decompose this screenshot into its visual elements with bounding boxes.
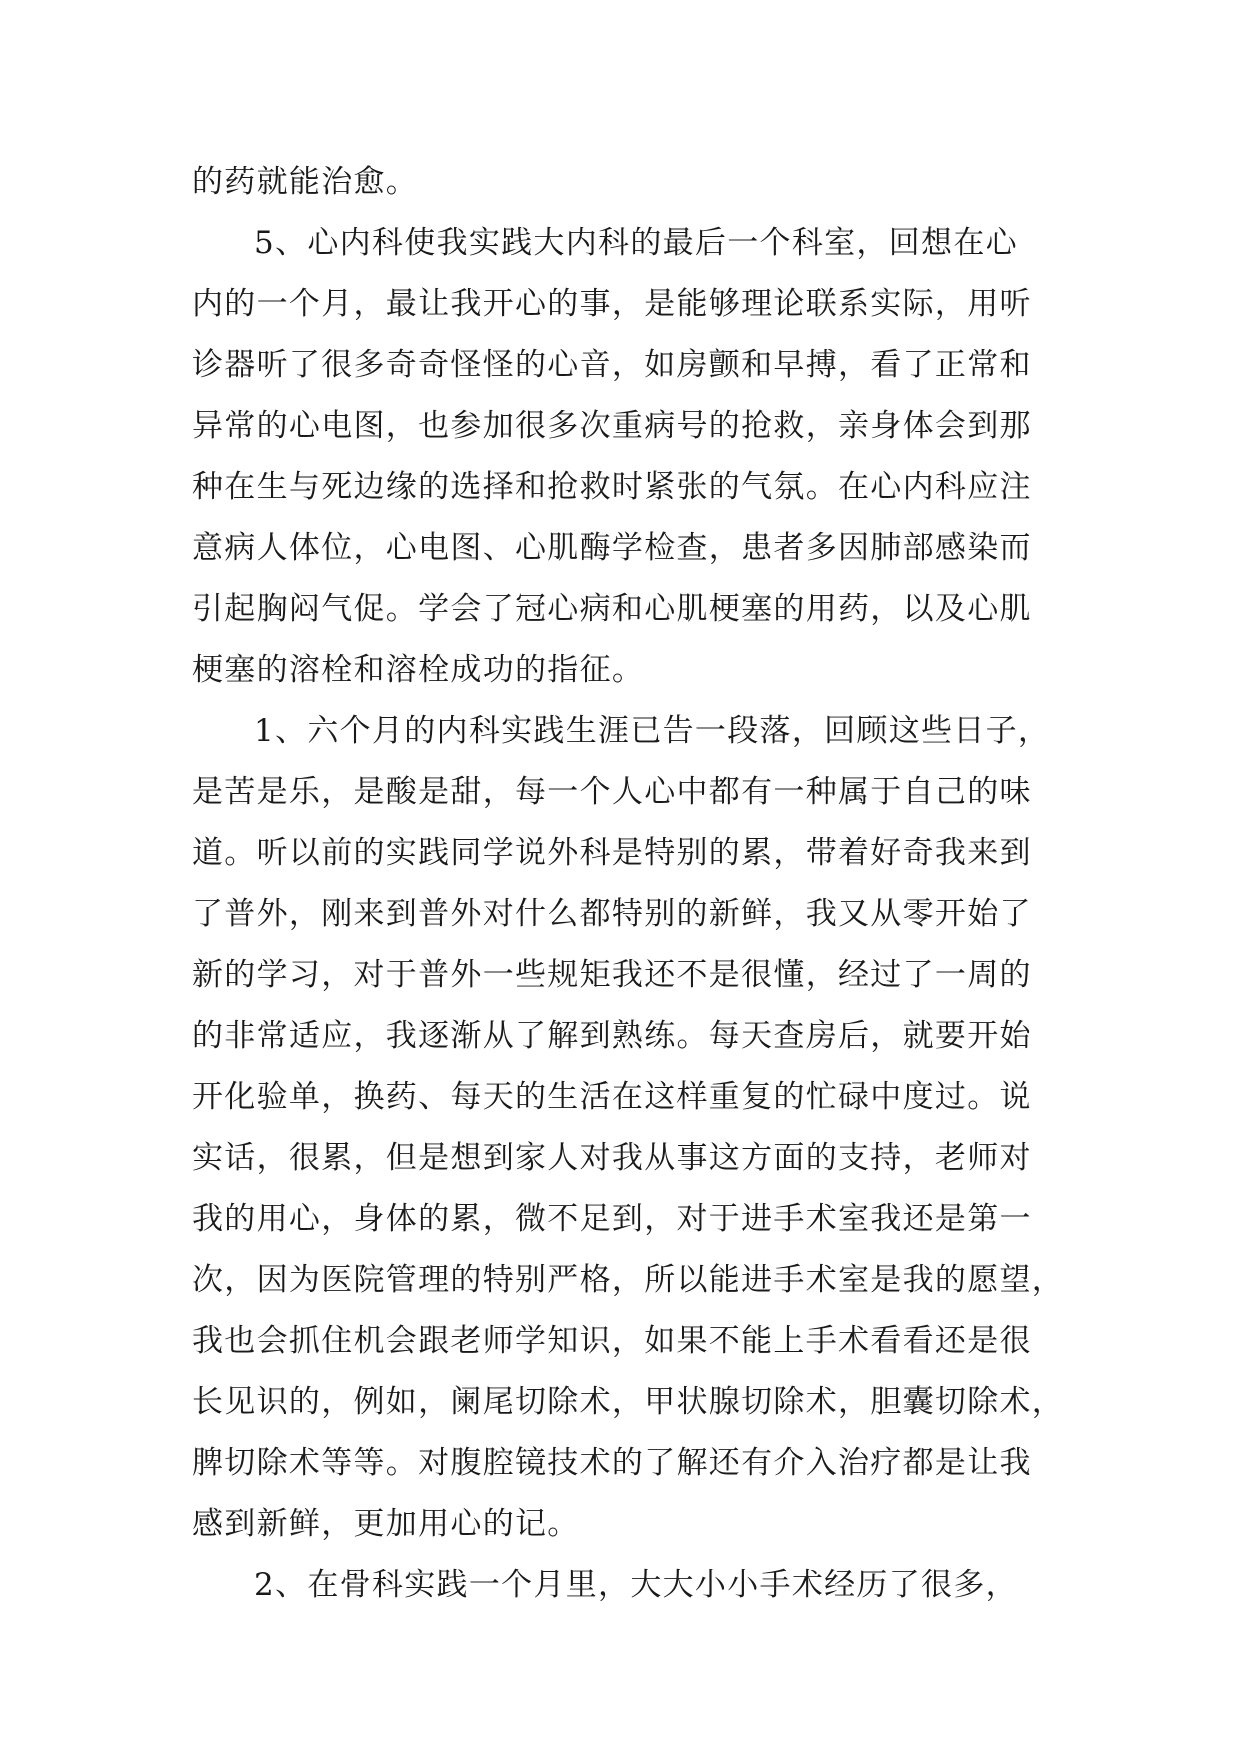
text-line: 新的学习，对于普外一些规矩我还不是很懂，经过了一周的 [192, 957, 1032, 993]
text-line: 2、在骨科实践一个月里，大大小小手术经历了很多， [254, 1567, 1018, 1603]
text-line: 种在生与死边缘的选择和抢救时紧张的气氛。在心内科应注 [192, 469, 1032, 505]
text-line: 5、心内科使我实践大内科的最后一个科室，回想在心 [254, 225, 1018, 261]
paragraph-2 [192, 213, 1062, 701]
paragraph-3 [192, 701, 1065, 1555]
text-line: 道。听以前的实践同学说外科是特别的累，带着好奇我来到 [192, 835, 1032, 871]
text-line: 1、六个月的内科实践生涯已告一段落，回顾这些日子， [254, 713, 1051, 749]
text-line: 脾切除术等等。对腹腔镜技术的了解还有介入治疗都是让我 [192, 1445, 1032, 1481]
paragraph-4 [192, 1555, 1062, 1616]
text-line: 梗塞的溶栓和溶栓成功的指征。 [192, 652, 645, 688]
text-line: 的非常适应，我逐渐从了解到熟练。每天查房后，就要开始 [192, 1018, 1032, 1054]
document-page [192, 152, 1065, 1616]
text-line: 感到新鲜，更加用心的记。 [192, 1506, 580, 1542]
text-line: 我也会抓住机会跟老师学知识，如果不能上手术看看还是很 [192, 1323, 1032, 1359]
text-line: 引起胸闷气促。学会了冠心病和心肌梗塞的用药，以及心肌 [192, 591, 1032, 627]
paragraph-1 [192, 152, 1062, 213]
text-line: 次，因为医院管理的特别严格，所以能进手术室是我的愿望， [192, 1262, 1065, 1298]
text-line: 了普外，刚来到普外对什么都特别的新鲜，我又从零开始了 [192, 896, 1032, 932]
text-line: 诊器听了很多奇奇怪怪的心音，如房颤和早搏，看了正常和 [192, 347, 1032, 383]
text-line: 意病人体位，心电图、心肌酶学检查，患者多因肺部感染而 [192, 530, 1032, 566]
text-line: 内的一个月，最让我开心的事，是能够理论联系实际，用听 [192, 286, 1032, 322]
text-line: 是苦是乐，是酸是甜，每一个人心中都有一种属于自己的味 [192, 774, 1032, 810]
text-line: 我的用心，身体的累，微不足到，对于进手术室我还是第一 [192, 1201, 1032, 1237]
text-line: 异常的心电图，也参加很多次重病号的抢救，亲身体会到那 [192, 408, 1032, 444]
text-line: 开化验单，换药、每天的生活在这样重复的忙碌中度过。说 [192, 1079, 1032, 1115]
text-line: 实话，很累，但是想到家人对我从事这方面的支持，老师对 [192, 1140, 1032, 1176]
text-line: 长见识的，例如，阑尾切除术，甲状腺切除术，胆囊切除术， [192, 1384, 1065, 1420]
text-line: 的药就能治愈。 [192, 164, 419, 200]
